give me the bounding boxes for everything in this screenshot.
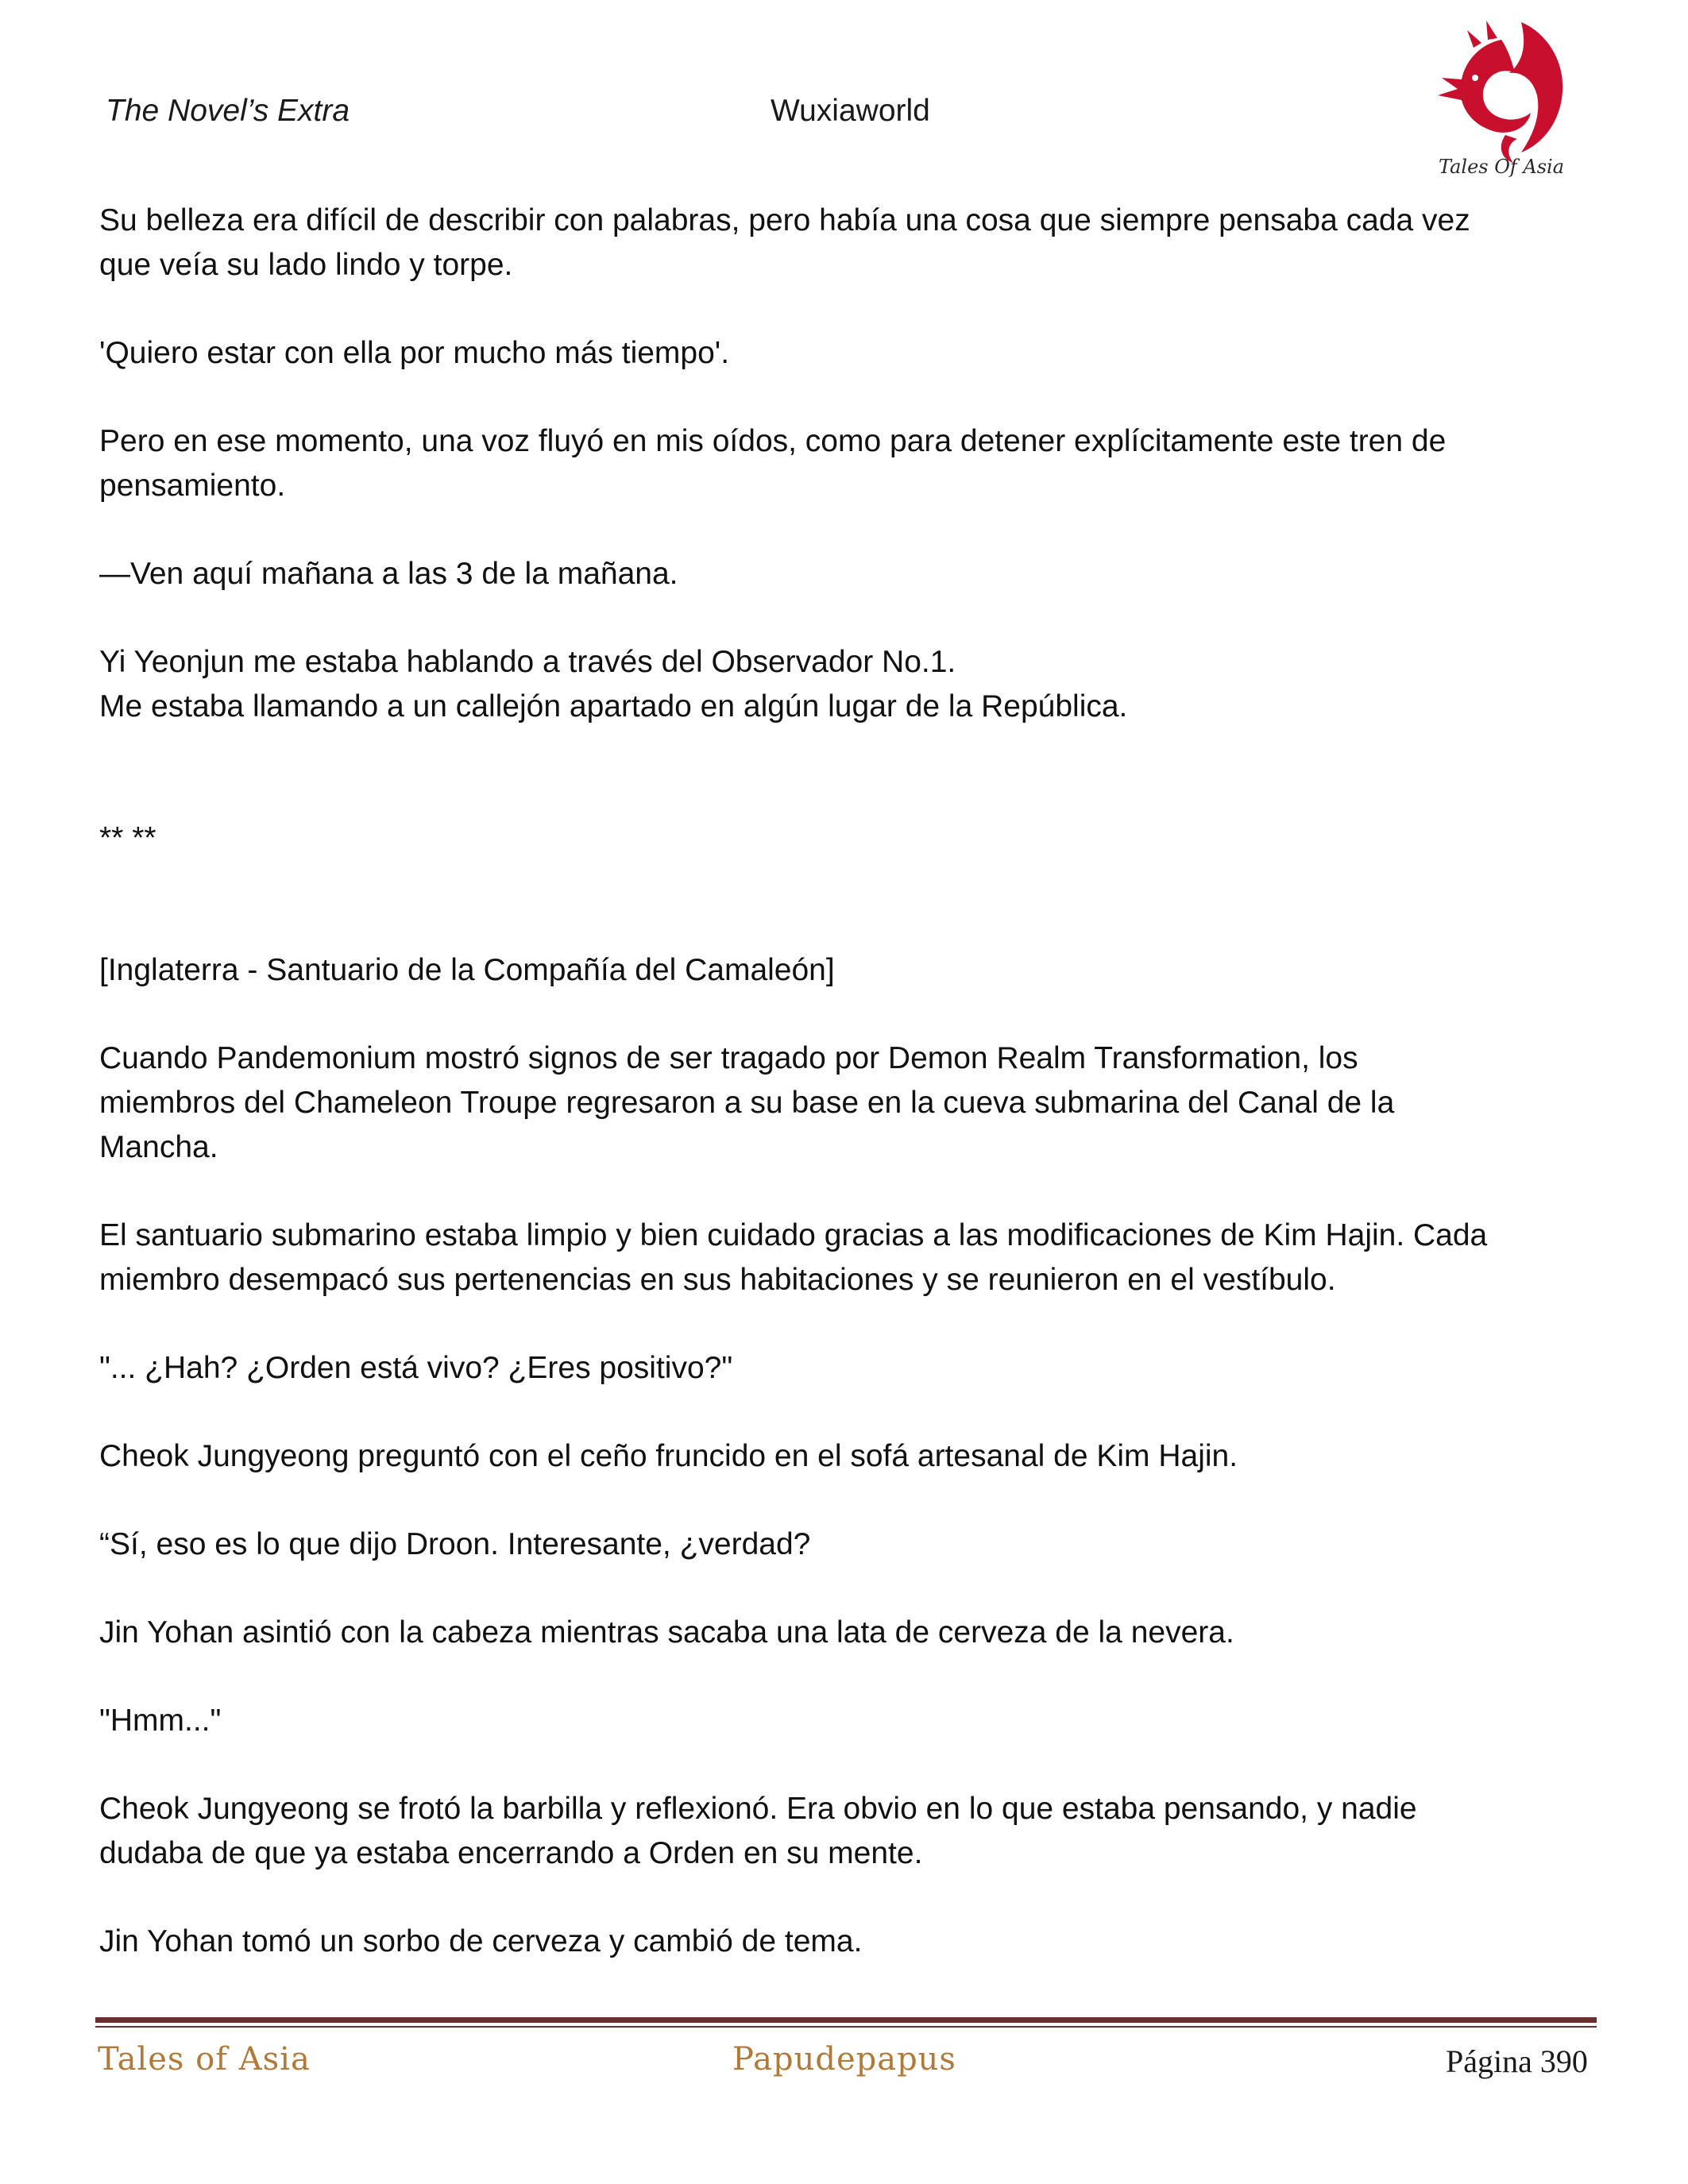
book-title: The Novel’s Extra — [106, 94, 350, 128]
paragraph: El santuario submarino estaba limpio y bien cuidado gracias a las modificaciones de Kim Hajin. Cada miembro desempacó sus pertenencias en sus habitaciones y se reunieron en el vestíbulo. — [99, 1218, 1488, 1297]
paragraph: Cheok Jungyeong se frotó la barbilla y reflexionó. Era obvio en lo que estaba pensando, y nadie dudaba de que ya estaba encerrando a Orden en su mente. — [99, 1792, 1417, 1870]
paragraph: Cheok Jungyeong preguntó con el ceño fruncido en el sofá artesanal de Kim Hajin. — [99, 1439, 1238, 1473]
page-number: Página 390 — [1446, 2043, 1588, 2079]
paragraph: “Sí, eso es lo que dijo Droon. Interesante, ¿verdad? — [99, 1527, 811, 1561]
paragraph: "... ¿Hah? ¿Orden está vivo? ¿Eres positivo?" — [99, 1351, 733, 1385]
footer-translator: Papudepapus — [732, 2041, 956, 2078]
paragraph: Pero en ese momento, una voz fluyó en mis oídos, como para detener explícitamente este tren de pensamiento. — [99, 424, 1447, 503]
footer-publisher: Tales of Asia — [98, 2041, 311, 2078]
paragraph: "Hmm..." — [99, 1704, 222, 1738]
paragraph: Jin Yohan asintió con la cabeza mientras sacaba una lata de cerveza de la nevera. — [99, 1615, 1234, 1650]
paragraph: Su belleza era difícil de describir con palabras, pero había una cosa que siempre pensaba cada vez que veía su lado lindo y torpe. — [99, 203, 1470, 282]
paragraph: —Ven aquí mañana a las 3 de la mañana. — [99, 557, 678, 591]
scene-break: ** ** — [99, 821, 156, 855]
scene-heading: [Inglaterra - Santuario de la Compañía del Camaleón] — [99, 953, 835, 987]
paragraph: Cuando Pandemonium mostró signos de ser tragado por Demon Realm Transformation, los miembros del Chameleon Troupe regresaron a su base en la cueva submarina del Canal de la Mancha. — [99, 1041, 1395, 1164]
site-name: Wuxiaworld — [771, 94, 930, 128]
footer-divider-thin — [95, 2026, 1597, 2028]
paragraph: Jin Yohan tomó un sorbo de cerveza y cambió de tema. — [99, 1924, 863, 1958]
logo-caption: Tales Of Asia — [1438, 156, 1565, 178]
paragraph: 'Quiero estar con ella por mucho más tiempo'. — [99, 336, 730, 370]
paragraph: Yi Yeonjun me estaba hablando a través del Observador No.1. Me estaba llamando a un callejón apartado en algún lugar de la República. — [99, 645, 1128, 723]
chapter-body — [99, 199, 1593, 1964]
footer-divider — [95, 2017, 1597, 2023]
